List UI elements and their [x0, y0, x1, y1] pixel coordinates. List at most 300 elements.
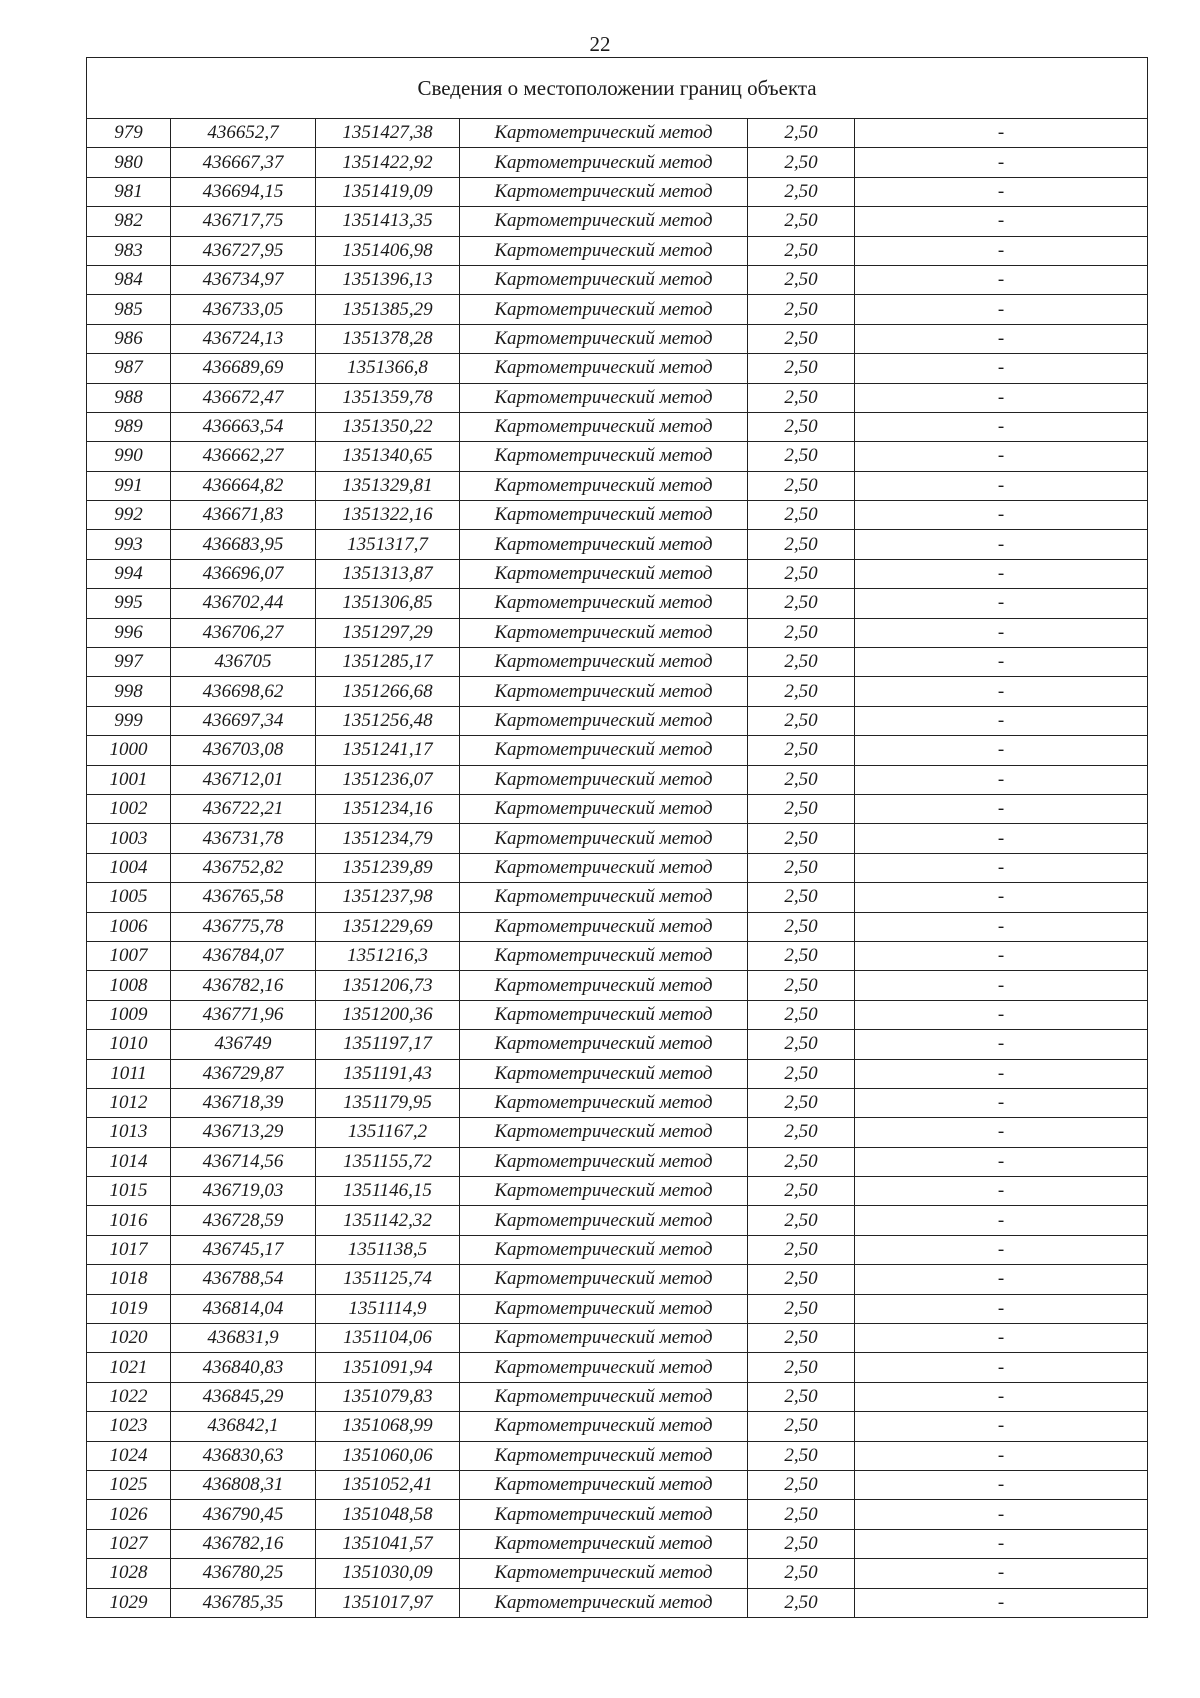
table-row	[87, 295, 1148, 324]
description-cell: -	[855, 354, 1148, 383]
table-row	[87, 530, 1148, 559]
x-coordinate-cell: 436664,82	[171, 471, 316, 500]
y-coordinate-cell: 1351322,16	[316, 501, 460, 530]
table-row	[87, 648, 1148, 677]
accuracy-cell: 2,50	[748, 412, 855, 441]
accuracy-cell: 2,50	[748, 1324, 855, 1353]
y-coordinate-cell: 1351229,69	[316, 912, 460, 941]
y-coordinate-cell: 1351030,09	[316, 1559, 460, 1588]
point-number-cell: 983	[87, 236, 171, 265]
point-number-cell: 999	[87, 706, 171, 735]
point-number-cell: 1017	[87, 1235, 171, 1264]
page-number: 22	[589, 32, 611, 56]
description-cell: -	[855, 853, 1148, 882]
accuracy-cell: 2,50	[748, 1235, 855, 1264]
point-number-cell: 994	[87, 559, 171, 588]
method-cell: Картометрический метод	[460, 412, 748, 441]
x-coordinate-cell: 436667,37	[171, 148, 316, 177]
x-coordinate-cell: 436727,95	[171, 236, 316, 265]
description-cell: -	[855, 941, 1148, 970]
table-row	[87, 1500, 1148, 1529]
accuracy-cell: 2,50	[748, 1030, 855, 1059]
accuracy-cell: 2,50	[748, 648, 855, 677]
y-coordinate-cell: 1351206,73	[316, 971, 460, 1000]
y-coordinate-cell: 1351427,38	[316, 119, 460, 148]
description-cell: -	[855, 1030, 1148, 1059]
table-row	[87, 119, 1148, 148]
accuracy-cell: 2,50	[748, 1177, 855, 1206]
method-cell: Картометрический метод	[460, 119, 748, 148]
description-cell: -	[855, 119, 1148, 148]
point-number-cell: 981	[87, 177, 171, 206]
x-coordinate-cell: 436790,45	[171, 1500, 316, 1529]
x-coordinate-cell: 436845,29	[171, 1382, 316, 1411]
description-cell: -	[855, 412, 1148, 441]
accuracy-cell: 2,50	[748, 1265, 855, 1294]
method-cell: Картометрический метод	[460, 207, 748, 236]
accuracy-cell: 2,50	[748, 1500, 855, 1529]
method-cell: Картометрический метод	[460, 1000, 748, 1029]
point-number-cell: 1006	[87, 912, 171, 941]
y-coordinate-cell: 1351385,29	[316, 295, 460, 324]
method-cell: Картометрический метод	[460, 236, 748, 265]
accuracy-cell: 2,50	[748, 1000, 855, 1029]
method-cell: Картометрический метод	[460, 324, 748, 353]
x-coordinate-cell: 436784,07	[171, 941, 316, 970]
y-coordinate-cell: 1351317,7	[316, 530, 460, 559]
table-row	[87, 1353, 1148, 1382]
method-cell: Картометрический метод	[460, 177, 748, 206]
point-number-cell: 985	[87, 295, 171, 324]
table-row	[87, 442, 1148, 471]
description-cell: -	[855, 971, 1148, 1000]
description-cell: -	[855, 1265, 1148, 1294]
point-number-cell: 1029	[87, 1588, 171, 1617]
accuracy-cell: 2,50	[748, 971, 855, 1000]
description-cell: -	[855, 559, 1148, 588]
y-coordinate-cell: 1351256,48	[316, 706, 460, 735]
accuracy-cell: 2,50	[748, 1412, 855, 1441]
y-coordinate-cell: 1351234,16	[316, 794, 460, 823]
description-cell: -	[855, 1470, 1148, 1499]
x-coordinate-cell: 436749	[171, 1030, 316, 1059]
point-number-cell: 1022	[87, 1382, 171, 1411]
table-row	[87, 1588, 1148, 1617]
point-number-cell: 984	[87, 265, 171, 294]
description-cell: -	[855, 442, 1148, 471]
x-coordinate-cell: 436718,39	[171, 1088, 316, 1117]
description-cell: -	[855, 530, 1148, 559]
accuracy-cell: 2,50	[748, 824, 855, 853]
accuracy-cell: 2,50	[748, 148, 855, 177]
accuracy-cell: 2,50	[748, 1294, 855, 1323]
x-coordinate-cell: 436752,82	[171, 853, 316, 882]
table-row	[87, 207, 1148, 236]
method-cell: Картометрический метод	[460, 265, 748, 294]
description-cell: -	[855, 824, 1148, 853]
accuracy-cell: 2,50	[748, 941, 855, 970]
x-coordinate-cell: 436840,83	[171, 1353, 316, 1382]
point-number-cell: 1016	[87, 1206, 171, 1235]
table-row	[87, 1206, 1148, 1235]
x-coordinate-cell: 436714,56	[171, 1147, 316, 1176]
x-coordinate-cell: 436808,31	[171, 1470, 316, 1499]
description-cell: -	[855, 324, 1148, 353]
y-coordinate-cell: 1351422,92	[316, 148, 460, 177]
point-number-cell: 1013	[87, 1118, 171, 1147]
point-number-cell: 1000	[87, 736, 171, 765]
point-number-cell: 991	[87, 471, 171, 500]
method-cell: Картометрический метод	[460, 559, 748, 588]
method-cell: Картометрический метод	[460, 853, 748, 882]
point-number-cell: 1026	[87, 1500, 171, 1529]
table-row	[87, 1412, 1148, 1441]
accuracy-cell: 2,50	[748, 265, 855, 294]
method-cell: Картометрический метод	[460, 1030, 748, 1059]
description-cell: -	[855, 1235, 1148, 1264]
table-row	[87, 1294, 1148, 1323]
accuracy-cell: 2,50	[748, 119, 855, 148]
point-number-cell: 1001	[87, 765, 171, 794]
accuracy-cell: 2,50	[748, 589, 855, 618]
description-cell: -	[855, 1529, 1148, 1558]
table-row	[87, 1529, 1148, 1558]
y-coordinate-cell: 1351060,06	[316, 1441, 460, 1470]
method-cell: Картометрический метод	[460, 1206, 748, 1235]
table-row	[87, 236, 1148, 265]
method-cell: Картометрический метод	[460, 1177, 748, 1206]
method-cell: Картометрический метод	[460, 883, 748, 912]
table-row	[87, 1265, 1148, 1294]
method-cell: Картометрический метод	[460, 1588, 748, 1617]
method-cell: Картометрический метод	[460, 1059, 748, 1088]
y-coordinate-cell: 1351313,87	[316, 559, 460, 588]
description-cell: -	[855, 1353, 1148, 1382]
method-cell: Картометрический метод	[460, 1559, 748, 1588]
y-coordinate-cell: 1351179,95	[316, 1088, 460, 1117]
x-coordinate-cell: 436689,69	[171, 354, 316, 383]
table-row	[87, 1441, 1148, 1470]
description-cell: -	[855, 1206, 1148, 1235]
table-row	[87, 471, 1148, 500]
accuracy-cell: 2,50	[748, 354, 855, 383]
description-cell: -	[855, 1500, 1148, 1529]
method-cell: Картометрический метод	[460, 1500, 748, 1529]
method-cell: Картометрический метод	[460, 971, 748, 1000]
description-cell: -	[855, 1559, 1148, 1588]
point-number-cell: 1020	[87, 1324, 171, 1353]
accuracy-cell: 2,50	[748, 324, 855, 353]
x-coordinate-cell: 436731,78	[171, 824, 316, 853]
description-cell: -	[855, 471, 1148, 500]
y-coordinate-cell: 1351017,97	[316, 1588, 460, 1617]
table-row	[87, 265, 1148, 294]
x-coordinate-cell: 436775,78	[171, 912, 316, 941]
method-cell: Картометрический метод	[460, 383, 748, 412]
x-coordinate-cell: 436842,1	[171, 1412, 316, 1441]
point-number-cell: 1005	[87, 883, 171, 912]
table-row	[87, 1324, 1148, 1353]
point-number-cell: 980	[87, 148, 171, 177]
point-number-cell: 1009	[87, 1000, 171, 1029]
accuracy-cell: 2,50	[748, 1588, 855, 1617]
table-body	[87, 119, 1148, 1618]
x-coordinate-cell: 436788,54	[171, 1265, 316, 1294]
accuracy-cell: 2,50	[748, 442, 855, 471]
description-cell: -	[855, 1059, 1148, 1088]
point-number-cell: 1011	[87, 1059, 171, 1088]
point-number-cell: 998	[87, 677, 171, 706]
accuracy-cell: 2,50	[748, 207, 855, 236]
table-caption-row	[87, 58, 1148, 119]
method-cell: Картометрический метод	[460, 1088, 748, 1117]
y-coordinate-cell: 1351048,58	[316, 1500, 460, 1529]
method-cell: Картометрический метод	[460, 912, 748, 941]
y-coordinate-cell: 1351350,22	[316, 412, 460, 441]
accuracy-cell: 2,50	[748, 853, 855, 882]
y-coordinate-cell: 1351114,9	[316, 1294, 460, 1323]
y-coordinate-cell: 1351197,17	[316, 1030, 460, 1059]
accuracy-cell: 2,50	[748, 383, 855, 412]
x-coordinate-cell: 436671,83	[171, 501, 316, 530]
point-number-cell: 1002	[87, 794, 171, 823]
accuracy-cell: 2,50	[748, 1088, 855, 1117]
accuracy-cell: 2,50	[748, 1206, 855, 1235]
y-coordinate-cell: 1351396,13	[316, 265, 460, 294]
description-cell: -	[855, 265, 1148, 294]
point-number-cell: 1010	[87, 1030, 171, 1059]
table-row	[87, 912, 1148, 941]
table-row	[87, 324, 1148, 353]
y-coordinate-cell: 1351234,79	[316, 824, 460, 853]
description-cell: -	[855, 1588, 1148, 1617]
point-number-cell: 1023	[87, 1412, 171, 1441]
x-coordinate-cell: 436734,97	[171, 265, 316, 294]
table-row	[87, 177, 1148, 206]
table-row	[87, 883, 1148, 912]
x-coordinate-cell: 436662,27	[171, 442, 316, 471]
x-coordinate-cell: 436694,15	[171, 177, 316, 206]
method-cell: Картометрический метод	[460, 618, 748, 647]
description-cell: -	[855, 589, 1148, 618]
table-row	[87, 1147, 1148, 1176]
point-number-cell: 989	[87, 412, 171, 441]
table-row	[87, 1559, 1148, 1588]
accuracy-cell: 2,50	[748, 618, 855, 647]
accuracy-cell: 2,50	[748, 677, 855, 706]
accuracy-cell: 2,50	[748, 1353, 855, 1382]
y-coordinate-cell: 1351216,3	[316, 941, 460, 970]
method-cell: Картометрический метод	[460, 1324, 748, 1353]
y-coordinate-cell: 1351378,28	[316, 324, 460, 353]
method-cell: Картометрический метод	[460, 1441, 748, 1470]
description-cell: -	[855, 1382, 1148, 1411]
accuracy-cell: 2,50	[748, 1118, 855, 1147]
method-cell: Картометрический метод	[460, 148, 748, 177]
accuracy-cell: 2,50	[748, 559, 855, 588]
x-coordinate-cell: 436785,35	[171, 1588, 316, 1617]
accuracy-cell: 2,50	[748, 883, 855, 912]
boundary-coordinates-table	[86, 57, 1148, 1618]
x-coordinate-cell: 436719,03	[171, 1177, 316, 1206]
description-cell: -	[855, 1088, 1148, 1117]
x-coordinate-cell: 436712,01	[171, 765, 316, 794]
point-number-cell: 1018	[87, 1265, 171, 1294]
table-row	[87, 1177, 1148, 1206]
x-coordinate-cell: 436702,44	[171, 589, 316, 618]
x-coordinate-cell: 436698,62	[171, 677, 316, 706]
point-number-cell: 1012	[87, 1088, 171, 1117]
description-cell: -	[855, 148, 1148, 177]
description-cell: -	[855, 501, 1148, 530]
accuracy-cell: 2,50	[748, 706, 855, 735]
y-coordinate-cell: 1351068,99	[316, 1412, 460, 1441]
table-row	[87, 354, 1148, 383]
method-cell: Картометрический метод	[460, 1382, 748, 1411]
method-cell: Картометрический метод	[460, 295, 748, 324]
x-coordinate-cell: 436652,7	[171, 119, 316, 148]
description-cell: -	[855, 1147, 1148, 1176]
x-coordinate-cell: 436717,75	[171, 207, 316, 236]
point-number-cell: 1025	[87, 1470, 171, 1499]
y-coordinate-cell: 1351125,74	[316, 1265, 460, 1294]
description-cell: -	[855, 1000, 1148, 1029]
description-cell: -	[855, 295, 1148, 324]
method-cell: Картометрический метод	[460, 736, 748, 765]
accuracy-cell: 2,50	[748, 1470, 855, 1499]
y-coordinate-cell: 1351052,41	[316, 1470, 460, 1499]
x-coordinate-cell: 436724,13	[171, 324, 316, 353]
point-number-cell: 988	[87, 383, 171, 412]
method-cell: Картометрический метод	[460, 1265, 748, 1294]
point-number-cell: 1014	[87, 1147, 171, 1176]
point-number-cell: 990	[87, 442, 171, 471]
table-row	[87, 1118, 1148, 1147]
point-number-cell: 987	[87, 354, 171, 383]
table-row	[87, 824, 1148, 853]
method-cell: Картометрический метод	[460, 824, 748, 853]
table-row	[87, 1235, 1148, 1264]
y-coordinate-cell: 1351306,85	[316, 589, 460, 618]
description-cell: -	[855, 383, 1148, 412]
accuracy-cell: 2,50	[748, 1147, 855, 1176]
y-coordinate-cell: 1351104,06	[316, 1324, 460, 1353]
x-coordinate-cell: 436733,05	[171, 295, 316, 324]
description-cell: -	[855, 706, 1148, 735]
point-number-cell: 1027	[87, 1529, 171, 1558]
accuracy-cell: 2,50	[748, 501, 855, 530]
point-number-cell: 1021	[87, 1353, 171, 1382]
y-coordinate-cell: 1351340,65	[316, 442, 460, 471]
description-cell: -	[855, 1177, 1148, 1206]
table-row	[87, 794, 1148, 823]
description-cell: -	[855, 1294, 1148, 1323]
x-coordinate-cell: 436672,47	[171, 383, 316, 412]
accuracy-cell: 2,50	[748, 1382, 855, 1411]
x-coordinate-cell: 436703,08	[171, 736, 316, 765]
x-coordinate-cell: 436814,04	[171, 1294, 316, 1323]
x-coordinate-cell: 436729,87	[171, 1059, 316, 1088]
method-cell: Картометрический метод	[460, 794, 748, 823]
table-row	[87, 971, 1148, 1000]
y-coordinate-cell: 1351285,17	[316, 648, 460, 677]
accuracy-cell: 2,50	[748, 765, 855, 794]
table-row	[87, 1470, 1148, 1499]
method-cell: Картометрический метод	[460, 442, 748, 471]
x-coordinate-cell: 436697,34	[171, 706, 316, 735]
y-coordinate-cell: 1351366,8	[316, 354, 460, 383]
x-coordinate-cell: 436683,95	[171, 530, 316, 559]
method-cell: Картометрический метод	[460, 1412, 748, 1441]
accuracy-cell: 2,50	[748, 295, 855, 324]
accuracy-cell: 2,50	[748, 1559, 855, 1588]
table-row	[87, 1000, 1148, 1029]
x-coordinate-cell: 436713,29	[171, 1118, 316, 1147]
table-row	[87, 148, 1148, 177]
x-coordinate-cell: 436722,21	[171, 794, 316, 823]
x-coordinate-cell: 436780,25	[171, 1559, 316, 1588]
method-cell: Картометрический метод	[460, 501, 748, 530]
accuracy-cell: 2,50	[748, 912, 855, 941]
y-coordinate-cell: 1351191,43	[316, 1059, 460, 1088]
method-cell: Картометрический метод	[460, 1118, 748, 1147]
description-cell: -	[855, 236, 1148, 265]
y-coordinate-cell: 1351236,07	[316, 765, 460, 794]
description-cell: -	[855, 765, 1148, 794]
y-coordinate-cell: 1351142,32	[316, 1206, 460, 1235]
description-cell: -	[855, 1118, 1148, 1147]
y-coordinate-cell: 1351155,72	[316, 1147, 460, 1176]
table-row	[87, 736, 1148, 765]
description-cell: -	[855, 1324, 1148, 1353]
y-coordinate-cell: 1351079,83	[316, 1382, 460, 1411]
y-coordinate-cell: 1351297,29	[316, 618, 460, 647]
method-cell: Картометрический метод	[460, 677, 748, 706]
accuracy-cell: 2,50	[748, 177, 855, 206]
point-number-cell: 986	[87, 324, 171, 353]
y-coordinate-cell: 1351329,81	[316, 471, 460, 500]
table-row	[87, 941, 1148, 970]
description-cell: -	[855, 677, 1148, 706]
point-number-cell: 1007	[87, 941, 171, 970]
point-number-cell: 1019	[87, 1294, 171, 1323]
method-cell: Картометрический метод	[460, 1470, 748, 1499]
y-coordinate-cell: 1351241,17	[316, 736, 460, 765]
method-cell: Картометрический метод	[460, 765, 748, 794]
y-coordinate-cell: 1351041,57	[316, 1529, 460, 1558]
accuracy-cell: 2,50	[748, 471, 855, 500]
point-number-cell: 993	[87, 530, 171, 559]
accuracy-cell: 2,50	[748, 1441, 855, 1470]
method-cell: Картометрический метод	[460, 941, 748, 970]
method-cell: Картометрический метод	[460, 530, 748, 559]
x-coordinate-cell: 436705	[171, 648, 316, 677]
method-cell: Картометрический метод	[460, 1147, 748, 1176]
method-cell: Картометрический метод	[460, 354, 748, 383]
x-coordinate-cell: 436830,63	[171, 1441, 316, 1470]
table-row	[87, 677, 1148, 706]
point-number-cell: 982	[87, 207, 171, 236]
accuracy-cell: 2,50	[748, 736, 855, 765]
point-number-cell: 992	[87, 501, 171, 530]
table-row	[87, 1059, 1148, 1088]
y-coordinate-cell: 1351406,98	[316, 236, 460, 265]
x-coordinate-cell: 436663,54	[171, 412, 316, 441]
y-coordinate-cell: 1351237,98	[316, 883, 460, 912]
table-row	[87, 1088, 1148, 1117]
table-row	[87, 1382, 1148, 1411]
y-coordinate-cell: 1351419,09	[316, 177, 460, 206]
